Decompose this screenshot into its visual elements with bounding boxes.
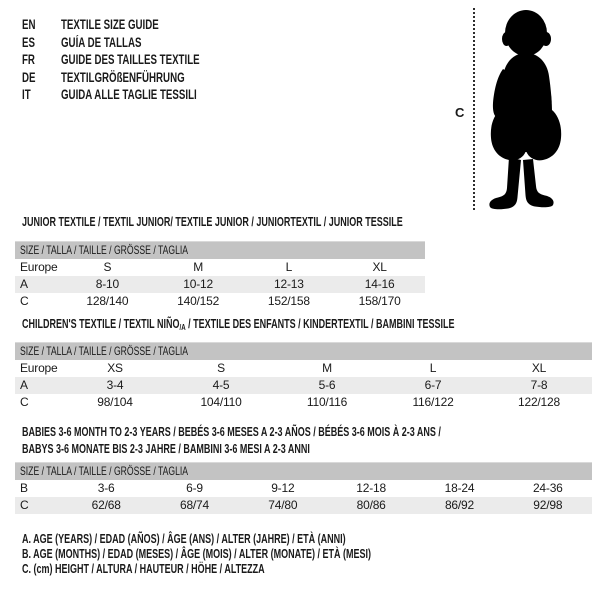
size-header-bar: SIZE / TALLA / TAILLE / GRÖSSE / TAGLIA — [15, 462, 592, 480]
table-cell: 74/80 — [268, 498, 298, 512]
language-title: GUIDE DES TAILLES TEXTILE — [61, 52, 200, 67]
table-cell: 62/68 — [91, 498, 121, 512]
table-cell: S — [103, 260, 112, 274]
table-cell: 122/128 — [518, 395, 560, 409]
language-row — [22, 34, 254, 52]
language-code: DE — [22, 69, 36, 85]
table-cell: 68/74 — [179, 498, 209, 512]
language-row — [22, 69, 254, 87]
table-cell: M — [193, 260, 204, 274]
table-title-line: BABYS 3-6 MONATE BIS 2-3 JAHRE / BAMBINI 3-6 MESI A 2-3 ANNI — [22, 441, 310, 456]
table-cell: 158/170 — [358, 294, 401, 308]
table-cell: 104/110 — [200, 395, 242, 409]
table-title-line: JUNIOR TEXTILE / TEXTIL JUNIOR/ TEXTILE JUNIOR / JUNIORTEXTIL / JUNIOR TESSILE — [22, 215, 403, 229]
table-cell: 152/158 — [267, 294, 310, 308]
table-cell: XS — [107, 361, 123, 375]
row-label: A — [20, 277, 28, 291]
babies-size-table — [15, 462, 592, 514]
table-cell: 6-9 — [186, 481, 203, 495]
table-cell: 12-18 — [356, 481, 386, 495]
table-cell: 5-6 — [318, 378, 336, 392]
table-cell: 128/140 — [86, 294, 129, 308]
table-row — [15, 259, 425, 276]
language-row — [22, 16, 254, 34]
table-cell: L — [429, 361, 437, 375]
language-list — [22, 16, 254, 104]
row-label: B — [20, 481, 28, 495]
babies-table-title — [22, 424, 600, 457]
table-title-line: CHILDREN'S TEXTILE / TEXTIL $NIÑO_{/A}$ / TEXTILE DES ENFANTS / KINDERTEXTIL / BAMBINI TESSILE — [22, 317, 455, 332]
table-cell: 24-36 — [532, 481, 563, 495]
children-size-table — [15, 342, 592, 411]
row-label: Europe — [20, 260, 58, 274]
table-row — [15, 377, 592, 394]
row-label: A — [20, 378, 28, 392]
table-cell: XL — [372, 260, 387, 274]
table-cell: 80/86 — [356, 498, 386, 512]
row-label: Europe — [20, 361, 58, 375]
children-table-title — [22, 316, 600, 336]
language-title: TEXTILE SIZE GUIDE — [61, 17, 159, 32]
table-cell: 4-5 — [212, 378, 230, 392]
table-title-line: BABIES 3-6 MONTH TO 2-3 YEARS / BEBÉS 3-6 MESES A 2-3 AÑOS / BÉBÉS 3-6 MOIS À 2-3 ANS / — [22, 425, 441, 439]
table-cell: 98/104 — [97, 395, 133, 409]
language-title: TEXTILGRÖßENFÜHRUNG — [61, 69, 185, 85]
table-cell: 3-4 — [106, 378, 124, 392]
table-row — [15, 394, 592, 411]
table-cell: S — [217, 361, 225, 375]
language-code: FR — [22, 52, 35, 67]
measurement-legend — [22, 532, 507, 577]
height-measure-dotted-line — [473, 8, 475, 210]
table-row — [15, 497, 592, 514]
legend-line: B. AGE (MONTHS) / EDAD (MESES) / ÂGE (MOIS) / ALTER (MONATE) / ETÀ (MESI) — [22, 547, 371, 561]
table-cell: 92/98 — [533, 498, 563, 512]
table-cell: 8-10 — [95, 277, 119, 291]
table-cell: XL — [531, 361, 547, 375]
table-cell: 12-13 — [274, 277, 304, 291]
language-code: EN — [22, 17, 36, 32]
language-row — [22, 51, 254, 69]
size-header-bar: SIZE / TALLA / TAILLE / GRÖSSE / TAGLIA — [15, 342, 592, 360]
table-cell: 9-12 — [271, 481, 295, 495]
table-row — [15, 360, 592, 377]
language-row — [22, 86, 254, 104]
legend-line: C. (cm) HEIGHT / ALTURA / HAUTEUR / HÖHE / ALTEZZA — [22, 562, 265, 576]
figure-height-label: C — [455, 105, 465, 120]
table-row — [15, 276, 425, 293]
table-cell: 110/116 — [306, 395, 348, 409]
table-cell: 7-8 — [530, 378, 548, 392]
row-label: C — [20, 395, 29, 409]
language-title: GUÍA DE TALLAS — [61, 34, 142, 50]
language-code: ES — [22, 34, 35, 50]
table-cell: L — [285, 260, 293, 274]
baby-silhouette-image — [482, 7, 572, 212]
language-code: IT — [22, 87, 31, 102]
junior-size-table — [15, 241, 425, 310]
table-cell: 6-7 — [424, 378, 442, 392]
table-cell: 86/92 — [444, 498, 474, 512]
table-cell: 14-16 — [364, 277, 395, 291]
table-row — [15, 480, 592, 497]
row-label: C — [20, 294, 29, 308]
table-cell: 10-12 — [183, 277, 213, 291]
table-cell: 3-6 — [97, 481, 115, 495]
row-label: C — [20, 498, 29, 512]
table-cell: 116/122 — [412, 395, 454, 409]
table-cell: M — [322, 361, 332, 375]
size-header-bar: SIZE / TALLA / TAILLE / GRÖSSE / TAGLIA — [15, 241, 425, 259]
table-cell: 18-24 — [444, 481, 475, 495]
legend-line: A. AGE (YEARS) / EDAD (AÑOS) / ÂGE (ANS) / ALTER (JAHRE) / ETÀ (ANNI) — [22, 532, 346, 546]
language-title: GUIDA ALLE TAGLIE TESSILI — [61, 87, 197, 102]
table-row — [15, 293, 425, 310]
junior-table-title — [22, 214, 551, 231]
table-cell: 140/152 — [177, 294, 220, 308]
